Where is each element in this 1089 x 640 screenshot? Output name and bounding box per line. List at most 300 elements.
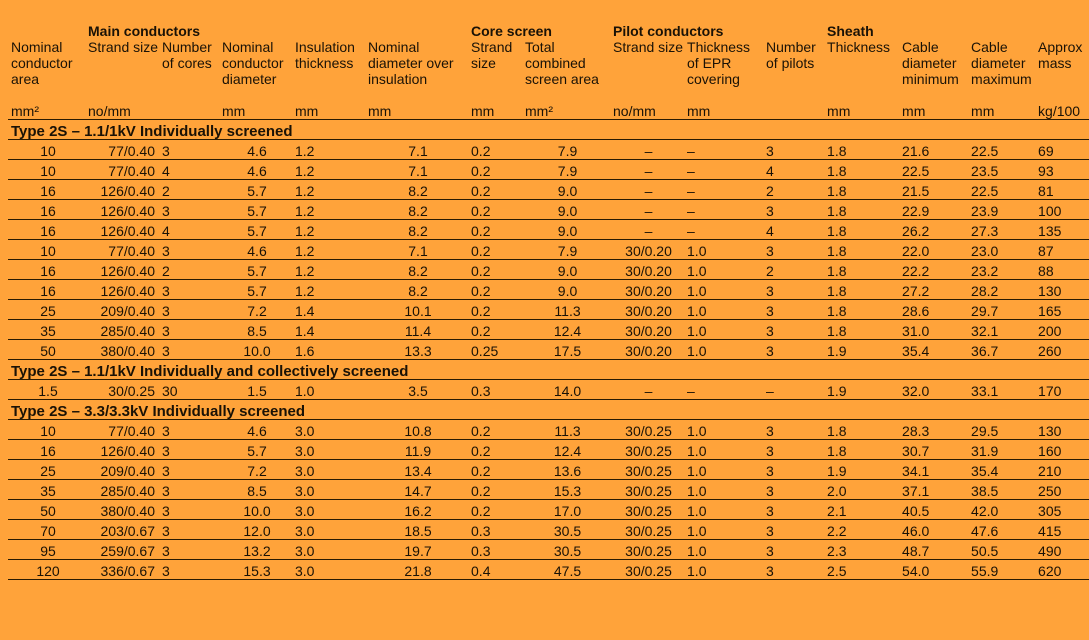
table-cell: 11.4: [365, 320, 468, 340]
column-header: Thickness of EPR covering: [687, 39, 751, 87]
table-cell: 30/0.25: [610, 560, 684, 580]
table-cell: 3: [159, 340, 219, 360]
table-cell: 1.2: [292, 140, 365, 160]
table-row: [8, 240, 1089, 260]
table-cell: 95: [8, 540, 85, 560]
table-cell: 9.0: [522, 280, 610, 300]
table-cell: 1.2: [292, 220, 365, 240]
table-cell: 0.2: [468, 320, 522, 340]
table-cell: 21.8: [365, 560, 468, 580]
table-cell: 305: [1035, 500, 1089, 520]
table-cell: 27.3: [968, 220, 1035, 240]
table-cell: 14.0: [522, 380, 610, 400]
table-cell: 29.5: [968, 420, 1035, 440]
table-cell: 1.8: [824, 420, 899, 440]
table-cell: 415: [1035, 520, 1089, 540]
table-cell: 1.5: [219, 380, 292, 400]
table-cell: 0.2: [468, 480, 522, 500]
column-header: Number of pilots: [766, 39, 816, 71]
table-cell: 25: [8, 300, 85, 320]
table-cell: 30/0.25: [610, 440, 684, 460]
table-cell: 30/0.25: [610, 500, 684, 520]
table-cell: 9.0: [522, 260, 610, 280]
table-cell: 203/0.67: [85, 520, 159, 540]
table-cell: 88: [1035, 260, 1089, 280]
table-cell: 22.2: [899, 260, 968, 280]
table-cell: 26.2: [899, 220, 968, 240]
table-cell: 5.7: [219, 180, 292, 200]
table-cell: 200: [1035, 320, 1089, 340]
table-cell: 2.5: [824, 560, 899, 580]
table-cell: 30/0.25: [610, 520, 684, 540]
table-cell: 14.7: [365, 480, 468, 500]
table-cell: 10.0: [219, 500, 292, 520]
table-cell: 3: [159, 520, 219, 540]
table-cell: 22.5: [968, 180, 1035, 200]
table-row: [8, 500, 1089, 520]
table-cell: 5.7: [219, 220, 292, 240]
table-cell: 1.8: [824, 300, 899, 320]
section-title: Type 2S – 3.3/3.3kV Individually screened: [8, 400, 1089, 420]
table-cell: 3: [763, 200, 824, 220]
table-row: [8, 180, 1089, 200]
table-row: [8, 520, 1089, 540]
table-cell: 1.4: [292, 320, 365, 340]
table-cell: 23.2: [968, 260, 1035, 280]
table-cell: 50.5: [968, 540, 1035, 560]
table-cell: 4: [159, 160, 219, 180]
table-row: [8, 440, 1089, 460]
table-cell: –: [684, 380, 763, 400]
table-cell: 7.9: [522, 160, 610, 180]
table-cell: 8.2: [365, 200, 468, 220]
table-cell: 17.5: [522, 340, 610, 360]
table-cell: 1.9: [824, 340, 899, 360]
table-cell: 0.2: [468, 260, 522, 280]
table-cell: 40.5: [899, 500, 968, 520]
table-cell: 0.2: [468, 500, 522, 520]
table-cell: 1.0: [684, 500, 763, 520]
column-unit: mm: [824, 103, 899, 120]
table-cell: 10: [8, 140, 85, 160]
table-cell: 1.8: [824, 440, 899, 460]
table-cell: 7.2: [219, 300, 292, 320]
table-cell: 4: [763, 220, 824, 240]
table-cell: 15.3: [522, 480, 610, 500]
table-cell: 120: [8, 560, 85, 580]
table-cell: 30.7: [899, 440, 968, 460]
table-cell: 285/0.40: [85, 480, 159, 500]
table-cell: 48.7: [899, 540, 968, 560]
table-cell: 11.3: [522, 300, 610, 320]
table-cell: 1.0: [684, 300, 763, 320]
table-cell: 0.3: [468, 380, 522, 400]
table-cell: 3: [763, 460, 824, 480]
table-cell: 1.2: [292, 260, 365, 280]
column-unit: no/mm: [85, 103, 159, 120]
table-cell: 30/0.25: [610, 540, 684, 560]
table-cell: 1.0: [684, 420, 763, 440]
column-unit: no/mm: [610, 103, 684, 120]
table-cell: 285/0.40: [85, 320, 159, 340]
table-cell: 10: [8, 240, 85, 260]
table-cell: 0.25: [468, 340, 522, 360]
table-cell: 0.2: [468, 460, 522, 480]
table-row: [8, 200, 1089, 220]
table-cell: 19.7: [365, 540, 468, 560]
table-cell: 35: [8, 320, 85, 340]
table-cell: 336/0.67: [85, 560, 159, 580]
table-cell: 1.8: [824, 260, 899, 280]
table-cell: 1.0: [292, 380, 365, 400]
table-cell: 1.0: [684, 280, 763, 300]
table-cell: 4: [159, 220, 219, 240]
table-cell: 1.9: [824, 380, 899, 400]
table-cell: 54.0: [899, 560, 968, 580]
table-cell: 47.5: [522, 560, 610, 580]
table-cell: 30/0.20: [610, 320, 684, 340]
table-cell: 0.2: [468, 180, 522, 200]
table-cell: 28.6: [899, 300, 968, 320]
table-cell: 380/0.40: [85, 500, 159, 520]
column-unit: mm: [219, 103, 292, 120]
table-cell: 8.2: [365, 220, 468, 240]
table-cell: 490: [1035, 540, 1089, 560]
table-row: [8, 480, 1089, 500]
group-header-row: [8, 24, 1089, 39]
table-cell: 46.0: [899, 520, 968, 540]
table-cell: 0.2: [468, 280, 522, 300]
cable-spec-table: [8, 24, 1089, 580]
column-header: Strand size: [88, 39, 159, 55]
table-cell: 100: [1035, 200, 1089, 220]
column-header: Nominal conductor area: [11, 39, 73, 87]
column-header: Cable diameter minimum: [902, 39, 959, 87]
table-cell: 126/0.40: [85, 180, 159, 200]
column-header: Strand size: [471, 39, 513, 71]
table-cell: 2: [159, 180, 219, 200]
table-cell: 1.6: [292, 340, 365, 360]
table-cell: 10.1: [365, 300, 468, 320]
table-cell: 0.3: [468, 520, 522, 540]
column-unit: [763, 103, 824, 120]
table-cell: 126/0.40: [85, 280, 159, 300]
table-cell: 25: [8, 460, 85, 480]
table-cell: 1.2: [292, 240, 365, 260]
table-cell: 1.8: [824, 180, 899, 200]
table-cell: –: [610, 140, 684, 160]
table-cell: 3: [763, 140, 824, 160]
table-cell: –: [684, 160, 763, 180]
table-cell: –: [684, 140, 763, 160]
table-cell: –: [610, 220, 684, 240]
section-header-row: [8, 360, 1089, 380]
table-cell: 30/0.25: [610, 480, 684, 500]
table-cell: 7.1: [365, 140, 468, 160]
table-cell: 30.5: [522, 540, 610, 560]
table-row: [8, 340, 1089, 360]
table-cell: 3: [159, 280, 219, 300]
table-cell: 16: [8, 440, 85, 460]
table-cell: 2.3: [824, 540, 899, 560]
table-cell: 35: [8, 480, 85, 500]
table-cell: 3.0: [292, 420, 365, 440]
table-cell: 3: [763, 540, 824, 560]
table-cell: 3: [763, 560, 824, 580]
table-cell: 1.0: [684, 520, 763, 540]
table-cell: 126/0.40: [85, 220, 159, 240]
table-cell: 3: [159, 500, 219, 520]
column-unit: kg/100: [1035, 103, 1089, 120]
table-cell: 17.0: [522, 500, 610, 520]
table-cell: 1.8: [824, 280, 899, 300]
table-cell: 36.7: [968, 340, 1035, 360]
table-cell: 33.1: [968, 380, 1035, 400]
table-cell: 3: [159, 460, 219, 480]
table-cell: 0.3: [468, 540, 522, 560]
table-cell: 3.0: [292, 520, 365, 540]
column-header: Total combined screen area: [525, 39, 599, 87]
table-cell: 12.4: [522, 320, 610, 340]
table-cell: 0.2: [468, 160, 522, 180]
table-row: [8, 220, 1089, 240]
table-cell: 0.2: [468, 220, 522, 240]
table-cell: 620: [1035, 560, 1089, 580]
table-cell: 2.2: [824, 520, 899, 540]
table-row: [8, 320, 1089, 340]
column-unit: mm: [468, 103, 522, 120]
table-cell: 1.0: [684, 540, 763, 560]
table-cell: 23.9: [968, 200, 1035, 220]
table-cell: 30/0.20: [610, 340, 684, 360]
table-cell: –: [684, 220, 763, 240]
table-cell: 3: [159, 540, 219, 560]
table-cell: 2: [159, 260, 219, 280]
table-row: [8, 380, 1089, 400]
table-cell: 11.9: [365, 440, 468, 460]
table-cell: 7.9: [522, 140, 610, 160]
table-cell: 27.2: [899, 280, 968, 300]
table-cell: 1.0: [684, 320, 763, 340]
table-cell: 1.0: [684, 560, 763, 580]
table-cell: 8.2: [365, 280, 468, 300]
column-unit: mm: [365, 103, 468, 120]
table-cell: 16.2: [365, 500, 468, 520]
table-row: [8, 280, 1089, 300]
table-cell: –: [610, 200, 684, 220]
table-cell: 4.6: [219, 160, 292, 180]
column-header: Strand size: [613, 39, 684, 55]
table-row: [8, 460, 1089, 480]
table-cell: 9.0: [522, 200, 610, 220]
table-cell: 47.6: [968, 520, 1035, 540]
table-cell: 135: [1035, 220, 1089, 240]
table-cell: 30.5: [522, 520, 610, 540]
table-cell: 77/0.40: [85, 420, 159, 440]
group-sheath: Sheath: [827, 23, 874, 39]
column-header: Cable diameter maximum: [971, 39, 1032, 87]
table-cell: 37.1: [899, 480, 968, 500]
table-cell: 22.9: [899, 200, 968, 220]
table-row: [8, 260, 1089, 280]
table-cell: 22.5: [968, 140, 1035, 160]
table-cell: 4.6: [219, 420, 292, 440]
column-unit: mm²: [522, 103, 610, 120]
table-cell: 130: [1035, 420, 1089, 440]
table-cell: 81: [1035, 180, 1089, 200]
table-cell: 250: [1035, 480, 1089, 500]
table-cell: 77/0.40: [85, 240, 159, 260]
table-cell: 126/0.40: [85, 440, 159, 460]
table-cell: 30/0.20: [610, 240, 684, 260]
table-cell: 22.5: [899, 160, 968, 180]
table-cell: 11.3: [522, 420, 610, 440]
group-main-conductors: Main conductors: [88, 23, 201, 39]
table-cell: 3: [159, 240, 219, 260]
table-row: [8, 420, 1089, 440]
column-header-row: [8, 39, 1089, 103]
table-row: [8, 560, 1089, 580]
table-cell: 3: [763, 420, 824, 440]
table-cell: 8.2: [365, 260, 468, 280]
section-title: Type 2S – 1.1/1kV Individually and collectively screened: [8, 360, 1089, 380]
table-cell: 0.2: [468, 240, 522, 260]
table-cell: –: [610, 380, 684, 400]
column-header: Nominal conductor diameter: [222, 39, 284, 87]
table-cell: 0.2: [468, 140, 522, 160]
table-cell: 4.6: [219, 140, 292, 160]
table-cell: 126/0.40: [85, 260, 159, 280]
table-cell: 160: [1035, 440, 1089, 460]
table-cell: 1.0: [684, 260, 763, 280]
table-cell: 77/0.40: [85, 140, 159, 160]
table-cell: 1.2: [292, 280, 365, 300]
table-cell: 18.5: [365, 520, 468, 540]
table-cell: 28.3: [899, 420, 968, 440]
table-cell: 3.0: [292, 540, 365, 560]
table-row: [8, 160, 1089, 180]
table-cell: 23.0: [968, 240, 1035, 260]
table-cell: 210: [1035, 460, 1089, 480]
table-cell: 1.2: [292, 180, 365, 200]
column-header: Insulation thickness: [295, 39, 355, 71]
table-cell: 3: [763, 340, 824, 360]
column-header: Approx mass: [1038, 39, 1083, 71]
table-cell: 38.5: [968, 480, 1035, 500]
table-cell: 30: [159, 380, 219, 400]
table-cell: 1.8: [824, 220, 899, 240]
table-cell: 15.3: [219, 560, 292, 580]
group-pilot-conductors: Pilot conductors: [613, 23, 724, 39]
table-row: [8, 540, 1089, 560]
unit-row: [8, 103, 1089, 120]
table-cell: 3.0: [292, 500, 365, 520]
table-cell: 93: [1035, 160, 1089, 180]
table-cell: 50: [8, 500, 85, 520]
table-cell: 3: [159, 320, 219, 340]
table-cell: 1.8: [824, 200, 899, 220]
table-cell: 30/0.25: [85, 380, 159, 400]
table-cell: 0.2: [468, 300, 522, 320]
table-cell: 3.0: [292, 440, 365, 460]
table-cell: 16: [8, 260, 85, 280]
table-cell: 1.8: [824, 240, 899, 260]
table-cell: 30/0.25: [610, 460, 684, 480]
table-cell: –: [610, 180, 684, 200]
table-cell: 2: [763, 260, 824, 280]
table-cell: 2.0: [824, 480, 899, 500]
table-cell: 42.0: [968, 500, 1035, 520]
column-unit: mm: [899, 103, 968, 120]
table-cell: 3: [159, 300, 219, 320]
section-header-row: [8, 400, 1089, 420]
table-cell: 3: [763, 280, 824, 300]
table-cell: 3.5: [365, 380, 468, 400]
column-header: Thickness: [827, 39, 891, 55]
table-cell: 13.4: [365, 460, 468, 480]
table-cell: 3: [159, 560, 219, 580]
table-cell: 16: [8, 200, 85, 220]
table-cell: 2.1: [824, 500, 899, 520]
table-cell: 1.8: [824, 320, 899, 340]
table-cell: 70: [8, 520, 85, 540]
table-cell: 9.0: [522, 220, 610, 240]
column-unit: mm: [968, 103, 1035, 120]
section-title: Type 2S – 1.1/1kV Individually screened: [8, 120, 1089, 140]
table-cell: 0.2: [468, 440, 522, 460]
table-cell: 126/0.40: [85, 200, 159, 220]
table-cell: 130: [1035, 280, 1089, 300]
table-cell: 13.2: [219, 540, 292, 560]
table-cell: –: [610, 160, 684, 180]
table-cell: 16: [8, 280, 85, 300]
table-cell: 55.9: [968, 560, 1035, 580]
table-cell: 165: [1035, 300, 1089, 320]
table-cell: 13.6: [522, 460, 610, 480]
table-cell: 32.0: [899, 380, 968, 400]
table-cell: 1.0: [684, 440, 763, 460]
section-header-row: [8, 120, 1089, 140]
table-cell: 29.7: [968, 300, 1035, 320]
table-cell: 7.2: [219, 460, 292, 480]
table-cell: 50: [8, 340, 85, 360]
table-cell: 1.0: [684, 340, 763, 360]
table-cell: 1.9: [824, 460, 899, 480]
table-row: [8, 140, 1089, 160]
table-cell: 9.0: [522, 180, 610, 200]
table-cell: 3: [763, 480, 824, 500]
table-cell: 5.7: [219, 200, 292, 220]
table-cell: 22.0: [899, 240, 968, 260]
table-cell: 31.0: [899, 320, 968, 340]
column-unit: mm: [684, 103, 763, 120]
table-cell: 3.0: [292, 460, 365, 480]
table-cell: –: [684, 200, 763, 220]
column-unit: [159, 103, 219, 120]
table-cell: 209/0.40: [85, 300, 159, 320]
table-cell: 21.6: [899, 140, 968, 160]
table-cell: 30/0.20: [610, 300, 684, 320]
table-cell: 10.8: [365, 420, 468, 440]
table-cell: –: [763, 380, 824, 400]
table-cell: 12.4: [522, 440, 610, 460]
table-cell: 5.7: [219, 260, 292, 280]
table-cell: 3: [763, 320, 824, 340]
table-cell: 13.3: [365, 340, 468, 360]
table-cell: 8.2: [365, 180, 468, 200]
table-cell: 21.5: [899, 180, 968, 200]
table-cell: 1.0: [684, 480, 763, 500]
